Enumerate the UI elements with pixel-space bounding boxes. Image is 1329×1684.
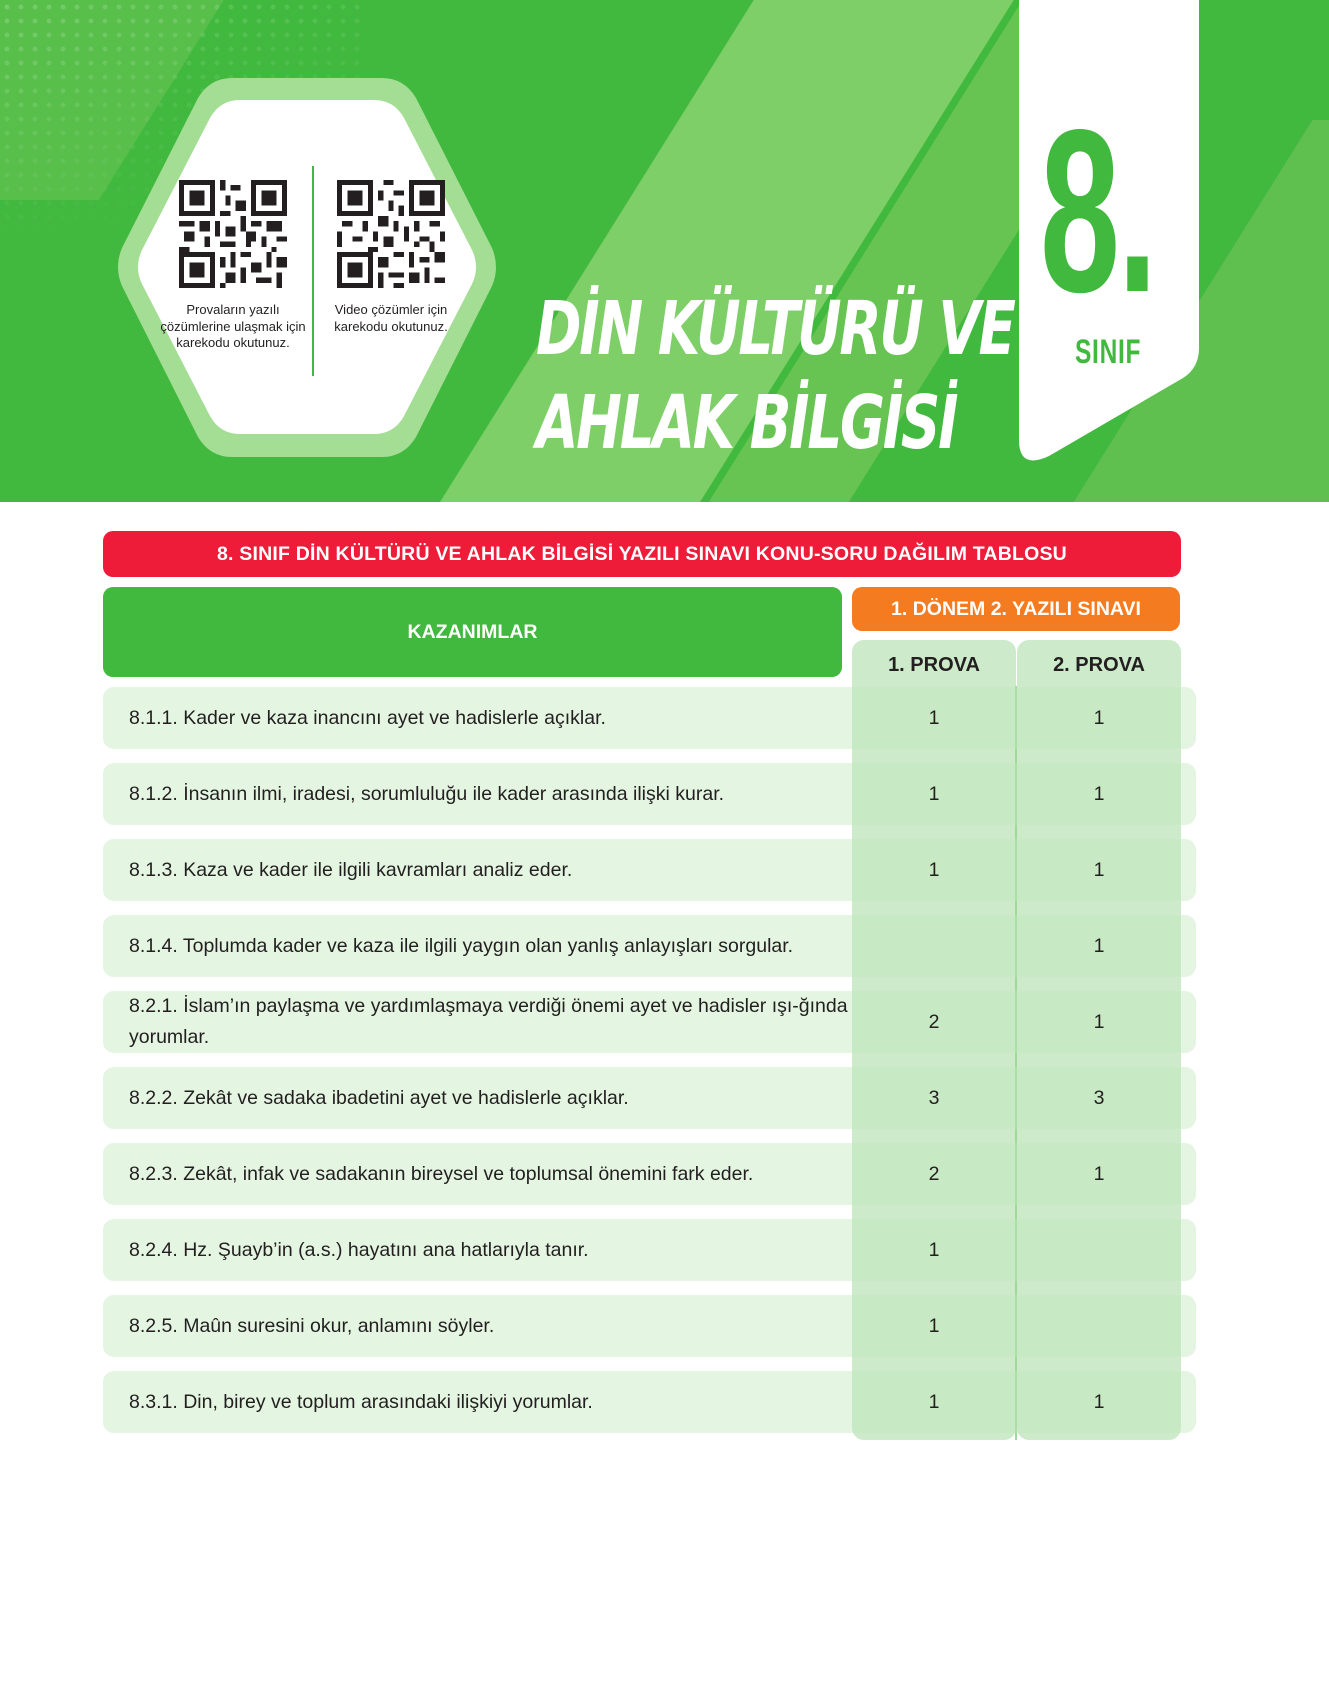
row-prova2-count: 1	[1093, 783, 1105, 805]
row-outcome: 8.1.4. Toplumda kader ve kaza ile ilgili yaygın olan yanlış anlayışları sorgular.	[129, 934, 794, 957]
table-row	[103, 915, 1196, 977]
row-outcome: 8.2.1. İslam’ın paylaşma ve yardımlaşmaya verdiği önemi ayet ve hadisler ışı-ğında yorumlar.	[129, 995, 848, 1048]
row-prova1-count: 3	[928, 1087, 940, 1109]
table-row	[103, 1067, 1196, 1129]
row-prova1-count: 1	[928, 859, 940, 881]
row-prova2-count: 1	[1093, 1163, 1105, 1185]
row-prova1-count: 1	[928, 783, 940, 805]
kazanimlar-label: KAZANIMLAR	[407, 620, 538, 643]
row-prova2-count	[1017, 1219, 1181, 1281]
table-row	[103, 1295, 1196, 1357]
row-prova2-count: 1	[1093, 707, 1105, 729]
table-title-banner: 8. SINIF DİN KÜLTÜRÜ VE AHLAK BİLGİSİ YAZILI SINAVI KONU-SORU DAĞILIM TABLOSU	[103, 531, 1181, 577]
row-prova1-count: 2	[928, 1011, 940, 1033]
table-row	[103, 1371, 1196, 1433]
row-prova2-count: 1	[1093, 1391, 1105, 1413]
row-prova2-count	[1017, 1295, 1181, 1357]
book-title-line1: DİN KÜLTÜRÜ VE	[536, 286, 1014, 372]
table-row	[103, 687, 1196, 749]
row-outcome: 8.1.2. İnsanın ilmi, iradesi, sorumluluğu ile kader arasında ilişki kurar.	[129, 782, 725, 805]
row-prova1-count: 1	[928, 1391, 940, 1413]
row-outcome: 8.2.2. Zekât ve sadaka ibadetini ayet ve hadislerle açıklar.	[129, 1086, 629, 1109]
cover-header	[0, 0, 1329, 502]
term-header: 1. DÖNEM 2. YAZILI SINAVI	[852, 587, 1180, 631]
table-row	[103, 1143, 1196, 1205]
row-outcome: 8.2.4. Hz. Şuayb’in (a.s.) hayatını ana hatlarıyla tanır.	[129, 1238, 589, 1261]
grade-number: 8.	[1040, 82, 1156, 341]
qr-code-icon[interactable]	[179, 180, 287, 288]
row-outcome: 8.2.5. Maûn suresini okur, anlamını söyler.	[129, 1314, 495, 1337]
qr-video-caption: Video çözümler için karekodu okutunuz.	[334, 302, 448, 334]
table-row	[103, 839, 1196, 901]
row-outcome: 8.1.1. Kader ve kaza inancını ayet ve hadislerle açıklar.	[129, 706, 606, 729]
qr-solutions-caption: Provaların yazılı çözümlerine ulaşmak için karekodu okutunuz.	[160, 302, 306, 350]
book-title	[536, 282, 1014, 470]
row-prova2-count: 3	[1093, 1087, 1105, 1109]
grade-word: SINIF	[1075, 333, 1142, 371]
prova1-header: 1. PROVA	[888, 654, 980, 676]
qr-code-icon[interactable]	[337, 180, 445, 288]
kazanimlar-header	[103, 587, 842, 677]
book-title-line2: AHLAK BİLGİSİ	[536, 380, 957, 466]
row-outcome: 8.1.3. Kaza ve kader ile ilgili kavramları analiz eder.	[129, 858, 573, 881]
row-prova1-count: 1	[928, 1239, 940, 1261]
qr-divider	[312, 166, 314, 376]
row-prova2-count: 1	[1093, 1011, 1105, 1033]
row-prova1-count: 1	[928, 707, 940, 729]
row-prova2-count: 1	[1093, 859, 1105, 881]
qr-video-block	[316, 180, 466, 335]
table-row	[103, 763, 1196, 825]
row-prova1-count	[852, 915, 1016, 977]
qr-solutions-block	[158, 180, 308, 352]
row-outcome: 8.3.1. Din, birey ve toplum arasındaki ilişkiyi yorumlar.	[129, 1390, 593, 1413]
row-prova2-count: 1	[1093, 935, 1105, 957]
row-prova1-count: 2	[928, 1163, 940, 1185]
prova2-header: 2. PROVA	[1053, 654, 1145, 676]
table-row	[103, 1219, 1196, 1281]
row-outcome: 8.2.3. Zekât, infak ve sadakanın bireysel ve toplumsal önemini fark eder.	[129, 1162, 754, 1185]
row-prova1-count: 1	[928, 1315, 940, 1337]
table-row	[103, 991, 1196, 1053]
